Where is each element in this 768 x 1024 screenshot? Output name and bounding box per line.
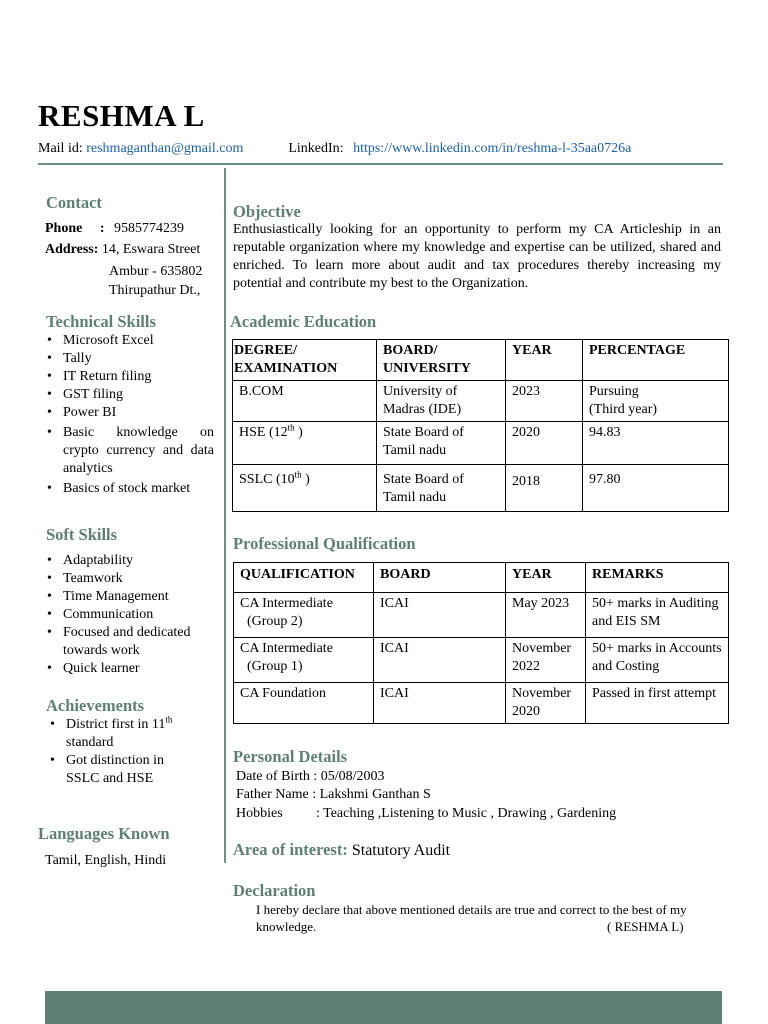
table-row (234, 593, 729, 638)
column-header: DEGREE/ EXAMINATION (233, 340, 377, 381)
table-row (233, 422, 729, 465)
table-cell: HSE (12th ) (233, 422, 377, 465)
linkedin-label: LinkedIn: (288, 141, 344, 156)
list-item: • Teamwork (63, 570, 223, 588)
list-item: • GST filing (63, 386, 214, 404)
linkedin-link[interactable]: https://www.linkedin.com/in/reshma-l-35aa0726a (353, 141, 632, 156)
phone-row (45, 220, 184, 238)
table-cell: CA Foundation (234, 683, 374, 724)
table-cell: University of Madras (IDE) (377, 381, 506, 422)
list-item: • Microsoft Excel (63, 332, 214, 350)
column-header: YEAR (506, 340, 583, 381)
address-row (45, 241, 200, 259)
column-header: YEAR (506, 563, 586, 593)
phone-number: 9585774239 (114, 221, 185, 236)
table-header-row (233, 340, 729, 381)
list-item: • Time Management (63, 588, 223, 606)
table-cell: 2023 (506, 381, 583, 422)
achievements-heading: Achievements (46, 696, 145, 715)
column-header: BOARD/ UNIVERSITY (377, 340, 506, 381)
table-cell: SSLC (10th ) (233, 465, 377, 512)
interest-label: Area of interest: (233, 840, 348, 859)
footer-band (45, 991, 722, 1024)
table-cell: 2018 (506, 465, 583, 512)
table-row (234, 638, 729, 683)
table-cell: B.COM (233, 381, 377, 422)
table-cell: Passed in first attempt (586, 683, 729, 724)
soft-skills-heading: Soft Skills (46, 525, 118, 544)
list-item: • Quick learner (63, 660, 223, 678)
list-item: • Basic knowledge on crypto currency and data analytics (63, 424, 214, 478)
declaration-heading: Declaration (233, 881, 316, 900)
address-label: Address: (45, 242, 99, 257)
column-header: QUALIFICATION (234, 563, 374, 593)
hobbies-label: Hobbies (236, 806, 283, 821)
list-item: • Communication (63, 606, 223, 624)
column-divider (224, 168, 226, 863)
table-cell: 50+ marks in Accounts and Costing (586, 638, 729, 683)
table-cell: ICAI (374, 593, 506, 638)
interest-row (233, 840, 450, 860)
header-divider (38, 163, 723, 165)
academic-table (232, 339, 729, 512)
dob-text: Date of Birth : 05/08/2003 (236, 769, 385, 784)
list-item: • Got distinction in SSLC and HSE (66, 752, 181, 788)
table-cell: November 2020 (506, 683, 586, 724)
languages-heading: Languages Known (38, 824, 170, 843)
table-row (233, 381, 729, 422)
column-header: REMARKS (586, 563, 729, 593)
column-header: BOARD (374, 563, 506, 593)
professional-table (233, 562, 729, 724)
column-header: PERCENTAGE (583, 340, 729, 381)
objective-text: Enthusiastically looking for an opportunity to perform my CA Articleship in an reputable organization where my knowledge and expertise can be utilized, shared and enriched. To learn more about audit and tax procedures thereby increasing my potential and contribute my best to the Organization. (233, 222, 721, 291)
list-item: • Adaptability (63, 552, 223, 570)
mail-label: Mail id: (38, 141, 83, 156)
languages-text: Tamil, English, Hindi (45, 853, 167, 868)
phone-label: Phone (45, 221, 83, 236)
table-cell: ICAI (374, 638, 506, 683)
table-row (233, 465, 729, 512)
candidate-name: RESHMA L (38, 98, 205, 133)
table-cell: State Board of Tamil nadu (377, 422, 506, 465)
personal-heading: Personal Details (233, 747, 348, 766)
table-cell: 97.80 (583, 465, 729, 512)
table-cell: 94.83 (583, 422, 729, 465)
list-item: • District first in 11th standard (66, 716, 181, 752)
declaration-text: I hereby declare that above mentioned details are true and correct to the best of my knowledge. (256, 902, 687, 934)
objective-heading: Objective (233, 202, 301, 221)
professional-heading: Professional Qualification (233, 534, 416, 553)
list-item: • Basics of stock market (63, 480, 214, 498)
table-cell: CA Intermediate (Group 1) (234, 638, 374, 683)
table-cell: ICAI (374, 683, 506, 724)
list-item: • IT Return filing (63, 368, 214, 386)
table-cell: CA Intermediate (Group 2) (234, 593, 374, 638)
contact-heading: Contact (46, 193, 102, 212)
list-item: • Power BI (63, 404, 214, 422)
table-cell: State Board of Tamil nadu (377, 465, 506, 512)
table-cell: Pursuing (Third year) (583, 381, 729, 422)
address-line-2: Ambur - 635802 (109, 264, 203, 279)
hobbies-text: : Teaching ,Listening to Music , Drawing , Gardening (316, 806, 617, 821)
address-line-1: 14, Eswara Street (101, 242, 201, 257)
table-cell: May 2023 (506, 593, 586, 638)
list-item: • Focused and dedicated towards work (63, 624, 223, 660)
table-cell: 50+ marks in Auditing and EIS SM (586, 593, 729, 638)
academic-heading: Academic Education (230, 312, 377, 331)
table-row (234, 683, 729, 724)
email-link[interactable]: reshmaganthan@gmail.com (86, 141, 244, 156)
table-cell: 2020 (506, 422, 583, 465)
contact-line (38, 141, 631, 157)
technical-skills-list (45, 332, 214, 498)
interest-value: Statutory Audit (351, 842, 451, 859)
achievements-list (44, 716, 181, 788)
list-item: • Tally (63, 350, 214, 368)
table-cell: November 2022 (506, 638, 586, 683)
phone-separator: : (99, 221, 105, 236)
table-header-row (234, 563, 729, 593)
father-name-text: Father Name : Lakshmi Ganthan S (236, 787, 431, 802)
soft-skills-list (45, 552, 223, 678)
technical-skills-heading: Technical Skills (46, 312, 156, 331)
signature: ( RESHMA L) (607, 919, 684, 934)
address-line-3: Thirupathur Dt., (109, 283, 201, 298)
hobbies-row (236, 805, 616, 823)
